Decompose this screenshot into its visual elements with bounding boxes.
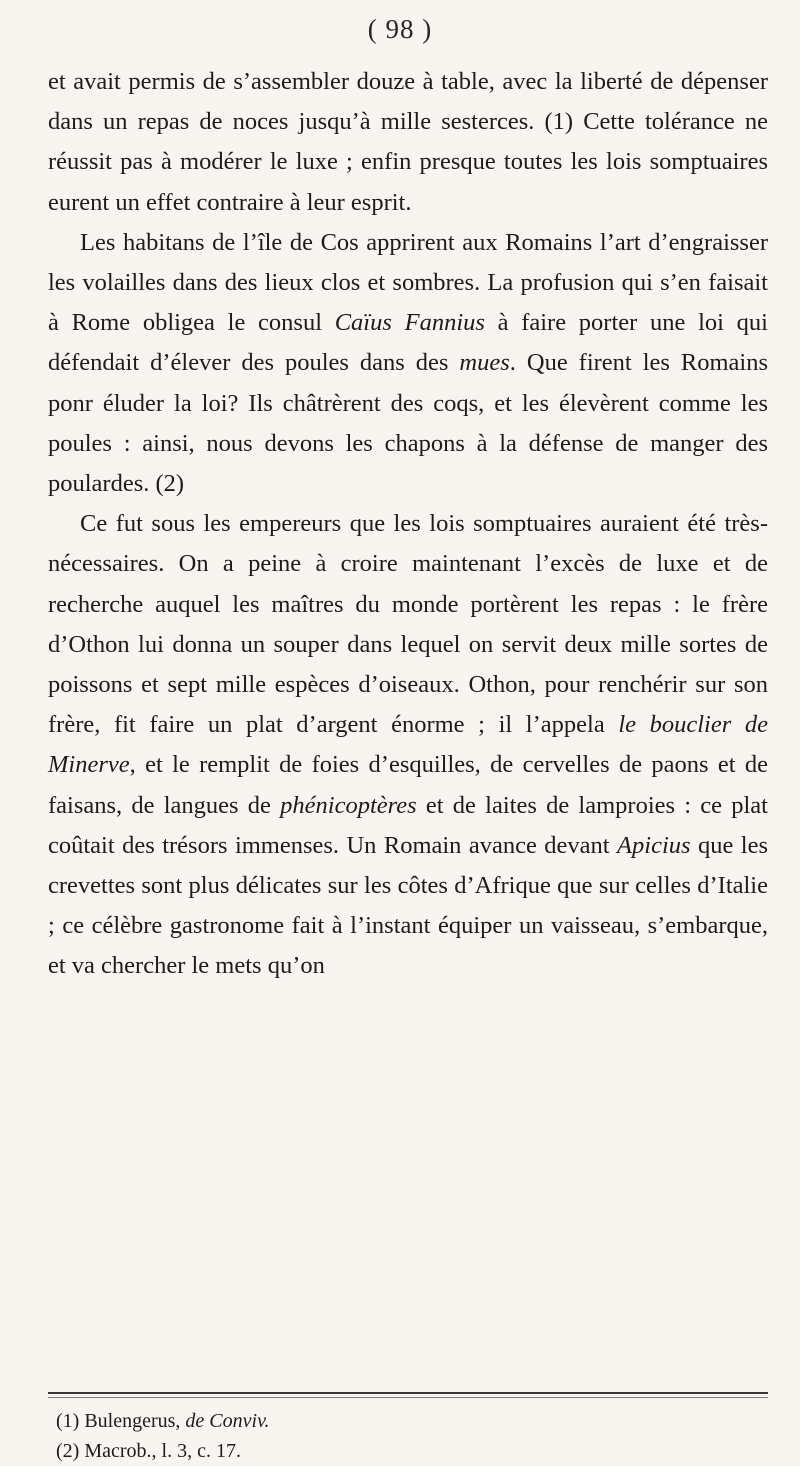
footnote-mark: (2) [56, 1440, 80, 1462]
text-run: , et le remplit de foies d’esquilles, de cervelles de paons et de faisans, de langues de [48, 751, 768, 819]
text-run: et de laites de lamproies : ce plat coûtait des trésors immenses. Un Romain avance devant [48, 791, 768, 859]
footnote-text: Macrob., l. 3, c. 17. [84, 1440, 241, 1462]
text-run: et avait permis de s’assembler douze à table, avec la liberté de dépenser dans un repas de noces jusqu’à mille sesterces. (1) Cette tolérance ne réussit pas à modérer le luxe ; enfin presque toutes les lois somptuaires eurent un effet contraire à leur esprit. [48, 68, 768, 216]
text-run: . Que firent les Romains ponr éluder la loi? Ils châtrèrent des coqs, et les élevèrent comme les poules : ainsi, nous devons les chapons à la défense de manger des poulardes. (2) [48, 349, 768, 498]
text-run: Les habitans de l’île de Cos apprirent aux Romains l’art d’engraisser les volailles dans des lieux clos et sombres. La profusion qui s’en faisait à Rome obligea le consul [48, 228, 768, 337]
body-text [48, 62, 768, 987]
paragraph [48, 62, 768, 223]
footnote [56, 1436, 756, 1466]
text-run: que les crevettes sont plus délicates sur les côtes d’Afrique que sur celles d’Italie ; ce célèbre gastronome fait à l’instant équiper un vaisseau, s’embarque, et va chercher le mets qu’on [48, 831, 768, 980]
italic-run: Caïus Fannius [334, 309, 485, 337]
italic-run: mues [459, 349, 510, 377]
paragraph [48, 223, 768, 504]
text-run: Ce fut sous les empereurs que les lois somptuaires auraient été très-nécessaires. On a peine à croire maintenant l’excès de luxe et de recherche auquel les maîtres du monde portèrent les repas : le frère d’Othon lui donna un souper dans lequel on servit deux mille sortes de poissons et sept mille espèces d’oiseaux. Othon, pour renchérir sur son frère, fit faire un plat d’argent énorme ; il l’appela [48, 510, 768, 739]
footnotes [56, 1406, 756, 1466]
page-number: ( 98 ) [367, 14, 433, 44]
paragraph [48, 504, 768, 986]
italic-run: le bouclier de Minerve [48, 711, 769, 779]
text-run: à faire porter une loi qui défendait d’élever des poules dans des [48, 309, 768, 377]
footnote-divider-thin [48, 1397, 768, 1398]
footnote-italic: de Conviv. [185, 1410, 270, 1432]
footnote-mark: (1) [56, 1410, 80, 1432]
italic-run: phénicoptères [280, 791, 417, 819]
footnote-text: Bulengerus, [84, 1410, 181, 1432]
italic-run: Apicius [617, 831, 691, 859]
footnote [56, 1406, 756, 1436]
footnote-divider [48, 1392, 768, 1394]
